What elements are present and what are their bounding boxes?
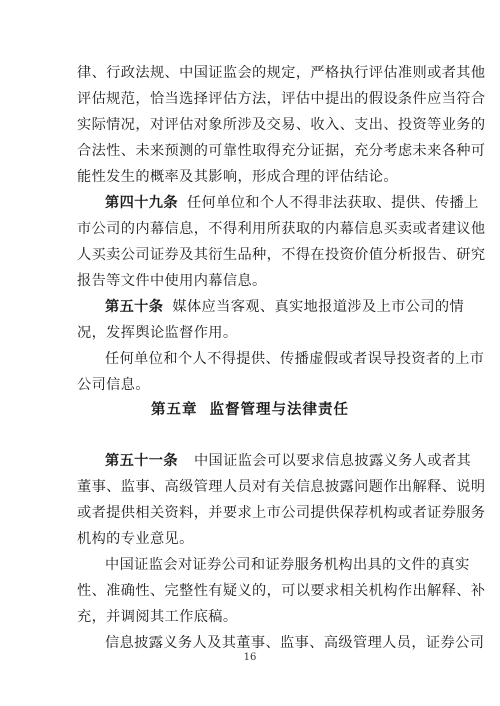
text-line: 评估规范，恰当选择评估方法，评估中提出的假设条件应当符合 (77, 91, 486, 107)
text-line: 任何单位和个人不得提供、传播虚假或者误导投资者的上市 (105, 351, 485, 367)
text-line: 律、行政法规、中国证监会的规定，严格执行评估准则或者其他 (77, 65, 486, 81)
text-line: 中国证监会对证券公司和证券服务机构出具的文件的真实 (105, 557, 470, 573)
text-line: 合法性、未来预测的可靠性取得充分证据，充分考虑未来各种可 (77, 143, 486, 159)
article-51 (77, 448, 486, 656)
text-line: 信息披露义务人及其董事、监事、高级管理人员，证券公司 (105, 635, 485, 651)
text-line: 实际情况，对评估对象所涉及交易、收入、支出、投资等业务的 (77, 117, 486, 133)
text-line: 况，发挥舆论监督作用。 (77, 325, 238, 341)
chapter-title: 监督管理与法律责任 (209, 401, 349, 418)
article-49 (77, 190, 486, 294)
text-line: 公司信息。 (77, 377, 150, 393)
text-line: 董事、监事、高级管理人员对有关信息披露问题作出解释、说明 (77, 479, 486, 495)
text-line: 人买卖公司证券及其衍生品种，不得在投资价值分析报告、研究 (77, 247, 486, 263)
text-line: 或者提供相关资料，并要求上市公司提供保荐机构或者证券服务 (77, 505, 486, 521)
chapter-heading (0, 397, 500, 423)
article-50 (77, 294, 485, 398)
text-line: 能性发生的概率及其影响，形成合理的评估结论。 (77, 169, 398, 185)
article-label: 第五十条 (105, 299, 164, 315)
article-label: 第五十一条 (105, 453, 178, 469)
text-line: 报告等文件中使用内幕信息。 (77, 273, 267, 289)
text-line: 市公司的内幕信息，不得利用所获取的内幕信息买卖或者建议他 (77, 221, 486, 237)
chapter-number: 第五章 (151, 401, 198, 418)
text-line: 充，并调阅其工作底稿。 (77, 609, 238, 625)
paragraph-evaluation-standards (77, 60, 486, 190)
article-label: 第四十九条 (105, 195, 178, 211)
text-line: 性、准确性、完整性有疑义的，可以要求相关机构作出解释、补 (77, 583, 486, 599)
page-number: 16 (243, 652, 257, 663)
text-line: 中国证监会可以要求信息披露义务人或者其 (193, 453, 472, 469)
text-line: 机构的专业意见。 (77, 531, 194, 547)
text-line: 媒体应当客观、真实地报道涉及上市公司的情 (172, 299, 465, 315)
text-line: 任何单位和个人不得非法获取、提供、传播上 (186, 195, 479, 211)
